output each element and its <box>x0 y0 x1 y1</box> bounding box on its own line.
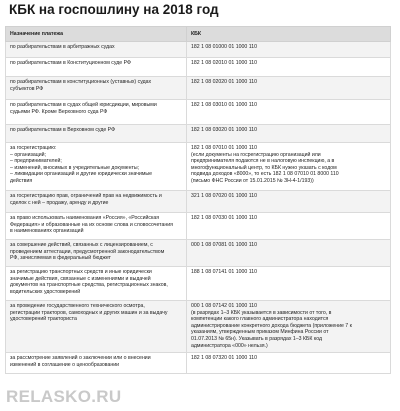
kbk-cell: 182 1 08 01000 01 1000 110 <box>187 42 391 58</box>
kbk-cell: 182 1 08 03010 01 1000 110 <box>187 100 391 125</box>
purpose-cell: по разбирательствам в арбитражных судах <box>6 42 187 58</box>
header-kbk: КБК <box>187 27 391 42</box>
purpose-cell: за совершение действий, связанных с лицензированием, с проведением аттестации, предусмотренной законодательством РФ, зачисляемая в федеральный бюджет <box>6 240 187 267</box>
table-header-row <box>6 27 391 42</box>
kbk-cell: 182 1 08 07030 01 1000 110 <box>187 213 391 240</box>
kbk-cell: 188 1 08 07141 01 1000 110 <box>187 267 391 301</box>
purpose-cell: по разбирательствам в Конституционном суде РФ <box>6 58 187 77</box>
site-watermark: RELASKO.RU <box>6 387 122 406</box>
header-purpose: Назначение платежа <box>6 27 187 42</box>
kbk-cell: 182 1 08 02010 01 1000 110 <box>187 58 391 77</box>
page-title: КБК на госпошлину на 2018 год <box>9 2 219 17</box>
purpose-cell: за рассмотрение заявлений о заключении или о внесении изменений в соглашение о ценообразовании <box>6 353 187 374</box>
table-row <box>6 125 391 143</box>
kbk-table <box>5 26 391 374</box>
table-row <box>6 301 391 353</box>
table-row <box>6 267 391 301</box>
purpose-cell: по разбирательствам в конституционных (уставных) судах субъектов РФ <box>6 77 187 100</box>
kbk-cell: 182 1 08 02020 01 1000 110 <box>187 77 391 100</box>
table-row <box>6 58 391 77</box>
purpose-cell: за право использовать наименования «Россия», «Российская Федерация» и образованные на их основе слова и словосочетания в наименованиях организаций <box>6 213 187 240</box>
kbk-cell: 000 1 08 07081 01 1000 110 <box>187 240 391 267</box>
kbk-cell: 182 1 08 07010 01 1000 110 (если документы на госрегистрацию организаций или предпринимателя подаются не в налоговую инспекцию, а в многофункциональный центр, то КБК нужно указать с кодом подвида доходов «8000», то есть 182 1 08 07010 01 8000 110 (письмо ФНС России от 15.01.2015 № ЗН-4-1/193)) <box>187 143 391 191</box>
purpose-cell: за госрегистрацию прав, ограничений прав на недвижимость и сделок с ней – продажу, аренду и другие <box>6 191 187 213</box>
table-row <box>6 143 391 191</box>
table-row <box>6 42 391 58</box>
table-row <box>6 191 391 213</box>
purpose-cell: за госрегистрацию: – организаций; – предпринимателей; – изменений, вносимых в учредительные документы; – ликвидации организаций и другие юридически значимые действия <box>6 143 187 191</box>
table-row <box>6 77 391 100</box>
table-row <box>6 213 391 240</box>
purpose-cell: по разбирательствам в Верховном суде РФ <box>6 125 187 143</box>
kbk-cell: 321 1 08 07020 01 1000 110 <box>187 191 391 213</box>
purpose-cell: за проведение государственного технического осмотра, регистрации тракторов, самоходных и других машин и за выдачу удостоверений тракториста <box>6 301 187 353</box>
kbk-cell: 182 1 08 07320 01 1000 110 <box>187 353 391 374</box>
purpose-cell: по разбирательствам в судах общей юрисдикции, мировыми судьями РФ. Кроме Верховного суда РФ <box>6 100 187 125</box>
kbk-cell: 000 1 08 07142 01 1000 110 (в разрядах 1–3 КБК указывается в зависимости от того, в компетенции какого главного администратора находится администрирование конкретного дохода бюджета (приложение 7 к указаниям, утвержденным приказом Минфина России от 01.07.2013 № 65н). Указывать в разрядах 1–3 КБК код администратора «000» нельзя.) <box>187 301 391 353</box>
table-row <box>6 240 391 267</box>
kbk-cell: 182 1 08 03020 01 1000 110 <box>187 125 391 143</box>
purpose-cell: за регистрацию транспортных средств и иные юридически значимые действия, связанные с изменениями и выдачей документов на транспортные средства, регистрационных знаков, водительских удостоверений <box>6 267 187 301</box>
table-row <box>6 100 391 125</box>
table-row <box>6 353 391 374</box>
